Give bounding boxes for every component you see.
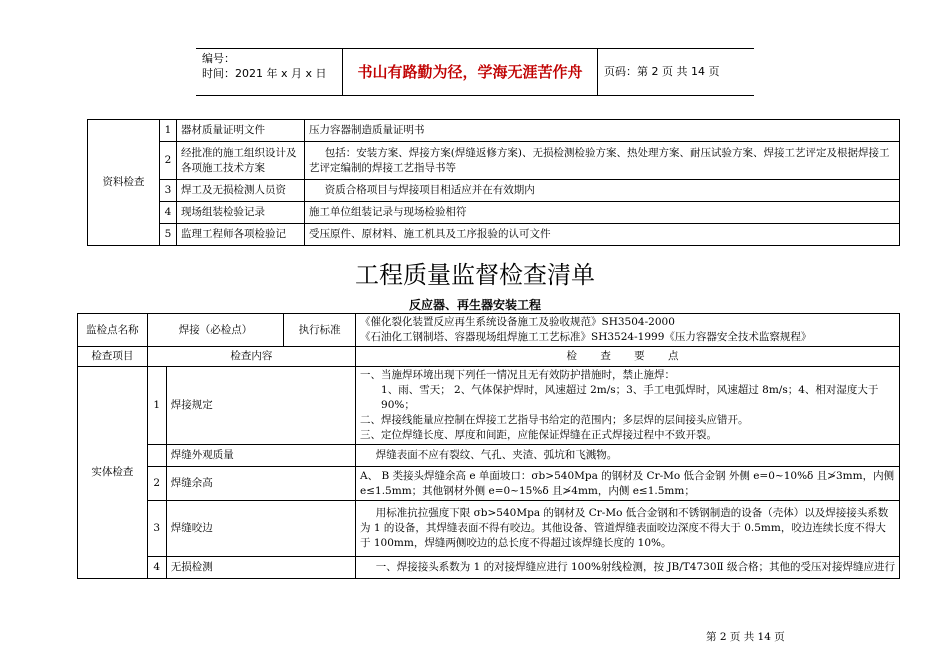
- table-row: [88, 224, 900, 246]
- standard-line: 《石油化工钢制塔、容器现场组焊施工工艺标准》SH3524-1999《压力容器安全技术监察规程》: [360, 331, 812, 343]
- category-cell: 资料检查: [88, 120, 160, 246]
- row-item: 现场组装检验记录: [177, 202, 305, 224]
- point-line: 二、焊接线能量应控制在焊接工艺指导书给定的范围内；多层焊的层间接头应错开。: [360, 414, 749, 426]
- row-number: 1: [160, 120, 177, 142]
- header-meta: [202, 49, 342, 97]
- page-code: 页码：第 2 页 共 14 页: [604, 65, 720, 78]
- row-item: 焊接规定: [166, 367, 355, 445]
- row-item: 器材质量证明文件: [177, 120, 305, 142]
- row-number: 2: [147, 467, 166, 501]
- row-number: [147, 445, 166, 467]
- row-item: 经批准的施工组织设计及各项施工技术方案: [177, 142, 305, 180]
- table-row: [78, 445, 900, 467]
- motto: 书山有路勤为径，学海无涯苦作舟: [342, 49, 598, 95]
- table-header-row: [78, 347, 900, 367]
- row-number: 5: [160, 224, 177, 246]
- point-line: 1、雨、雪天； 2、气体保护焊时，风速超过 2m/s；3、手工电弧焊时，风速超过 8m/s；4、相对湿度大于 90%；: [381, 384, 879, 411]
- monitor-point-label: 监检点名称: [78, 314, 148, 347]
- table-row: [88, 142, 900, 180]
- row-item: 焊缝外观质量: [166, 445, 355, 467]
- col-item-header: 检查项目: [78, 347, 148, 367]
- row-number: 3: [147, 501, 166, 557]
- row-item: 焊缝咬边: [166, 501, 355, 557]
- page-title: 工程质量监督检查清单: [355, 261, 595, 289]
- table-row: [78, 557, 900, 579]
- row-content: 资质合格项目与焊接项目相适应并在有效期内: [305, 180, 900, 202]
- row-points: 用标准抗拉强度下限 σb>540Mpa 的钢材及 Cr-Mo 低合金钢和不锈钢制造的设备（壳体）以及焊接接头系数为 1 的设备，其焊缝表面不得有咬边。其他设备、管道焊缝表面咬边深度不得大于 0.5mm，咬边连续长度不得大于 100mm，焊缝两侧咬边的总长度不得超过该焊缝长度的 10%。: [356, 501, 900, 557]
- row-content: 包括：安装方案、焊接方案(焊缝返修方案)、无损检测检验方案、热处理方案、耐压试验方案、焊接工艺评定及根据焊接工艺评定编制的焊接工艺指导书等: [305, 142, 900, 180]
- row-points: A、 B 类接头焊缝余高 e 单面坡口：σb>540Mpa 的钢材及 Cr-Mo 低合金钢 外侧 e=0~10%δ 且≯3mm，内侧 e≤1.5mm；其他钢材外侧 e=0~15%δ 且≯4mm，内侧 e≤1.5mm；: [356, 467, 900, 501]
- row-number: 4: [147, 557, 166, 579]
- table-row: [88, 202, 900, 224]
- col-content-header: 检查内容: [147, 347, 355, 367]
- row-item: 焊缝余高: [166, 467, 355, 501]
- standard-line: 《催化裂化装置反应再生系统设备施工及验收规范》SH3504-2000: [360, 316, 675, 328]
- table-row: [78, 467, 900, 501]
- row-item: 无损检测: [166, 557, 355, 579]
- row-number: 1: [147, 367, 166, 445]
- table-row: [88, 120, 900, 142]
- table-row: [78, 501, 900, 557]
- table-row: [78, 367, 900, 445]
- row-points: 焊缝表面不应有裂纹、气孔、夹渣、弧坑和飞溅物。: [356, 445, 900, 467]
- row-content: 受压原件、原材料、施工机具及工序报验的认可文件: [305, 224, 900, 246]
- row-number: 3: [160, 180, 177, 202]
- point-line: 一、当施焊环境出现下列任一情况且无有效防护措施时，禁止施焊：: [360, 369, 676, 381]
- time-label: 时间：2021 年 x 月 x 日: [202, 67, 327, 80]
- row-points: [356, 367, 900, 445]
- row-number: 2: [160, 142, 177, 180]
- page-footer: 第 2 页 共 14 页: [706, 631, 785, 643]
- row-content: 压力容器制造质量证明书: [305, 120, 900, 142]
- row-points: 一、焊接接头系数为 1 的对接焊缝应进行 100%射线检测，按 JB/T4730Ⅱ 级合格；其他的受压对接焊缝应进行: [356, 557, 900, 579]
- document-check-table: [87, 119, 900, 246]
- row-number: 4: [160, 202, 177, 224]
- standards-cell: [356, 314, 900, 347]
- table-row: [88, 180, 900, 202]
- table-row: [78, 314, 900, 347]
- number-label: 编号：: [202, 52, 235, 65]
- row-item: 焊工及无损检测人员资: [177, 180, 305, 202]
- row-item: 监理工程师各项检验记: [177, 224, 305, 246]
- point-line: 三、定位焊缝长度、厚度和间距，应能保证焊缝在正式焊接过程中不致开裂。: [360, 429, 718, 441]
- standard-label: 执行标准: [284, 314, 356, 347]
- page-subtitle: 反应器、再生器安装工程: [408, 298, 541, 312]
- col-points-header: 检 查 要 点: [356, 347, 900, 367]
- row-content: 施工单位组装记录与现场检验相符: [305, 202, 900, 224]
- monitor-point-value: 焊接（必检点）: [147, 314, 283, 347]
- category-cell: 实体检查: [78, 367, 148, 579]
- page-header: [196, 48, 754, 96]
- inspection-table: [77, 313, 900, 579]
